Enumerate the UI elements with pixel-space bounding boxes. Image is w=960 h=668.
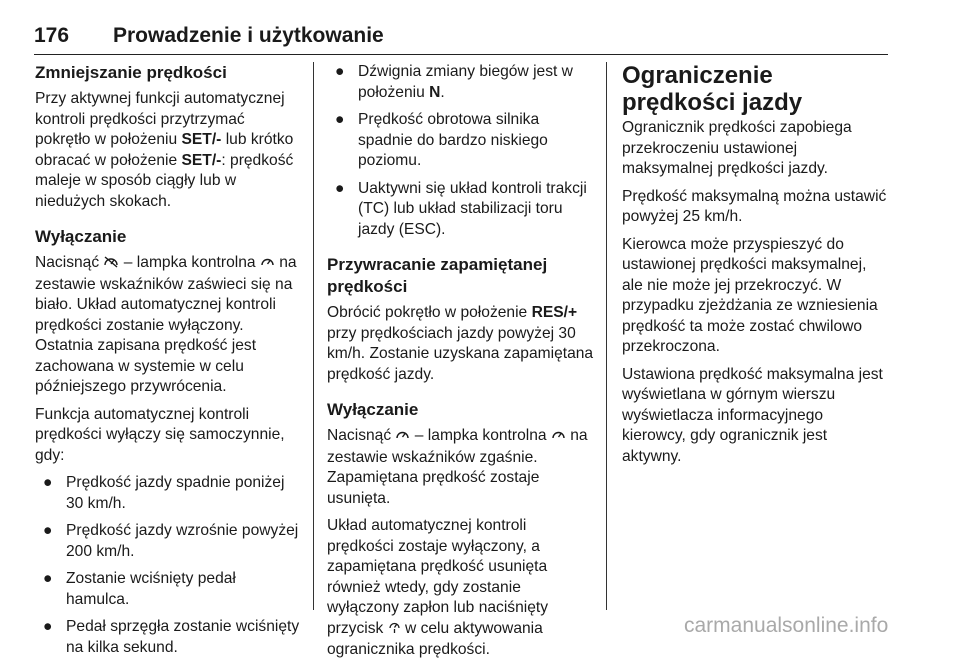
list-item — [35, 521, 300, 562]
cruise-control-off-icon — [103, 254, 119, 275]
text: – lampka kontrolna — [410, 427, 551, 444]
column-right — [622, 62, 888, 474]
bullet-icon: ● — [335, 179, 345, 197]
paragraph — [327, 303, 595, 385]
column-divider — [606, 62, 607, 610]
bullet-list — [327, 62, 595, 240]
section-heading: Przywracanie zapamiętanej prędkości — [327, 255, 548, 296]
column-middle — [327, 62, 595, 668]
control-label: SET/- — [181, 131, 222, 148]
list-item-text: Uaktywni się układ kontroli trakcji (TC) lub układ stabilizacji toru jazdy (ESC). — [358, 179, 587, 238]
list-item-text: Prędkość jazdy wzrośnie powyżej 200 km/h. — [66, 522, 299, 560]
bullet-list — [35, 473, 300, 658]
text: na zestawie wskaźników zgaśnie. Zapamiętana prędkość zostaje usunięta. — [327, 427, 588, 507]
bullet-icon: ● — [43, 618, 53, 635]
list-item-text: Prędkość jazdy spadnie poniżej 30 km/h. — [66, 474, 285, 512]
paragraph — [35, 253, 300, 398]
section-title: Ograniczenie prędkości jazdy — [622, 62, 803, 116]
text: w celu aktywowania ogranicznika prędkości. — [327, 619, 543, 658]
control-label: SET/- — [181, 151, 222, 169]
text: – lampka kontrolna — [119, 254, 260, 271]
page-header — [34, 24, 888, 55]
paragraph — [327, 516, 595, 661]
text: Nacisnąć — [327, 427, 396, 444]
list-item — [35, 473, 300, 514]
paragraph: Ogranicznik prędkości zapobiega przekroczeniu ustawionej maksymalnej prędkości jazdy. — [622, 119, 852, 177]
bullet-icon: ● — [335, 111, 345, 128]
cruise-control-lamp-icon — [395, 427, 410, 448]
text: lub krótko obracać w położenie — [35, 131, 294, 169]
list-item — [327, 110, 595, 172]
list-item — [35, 569, 300, 610]
column-divider — [313, 62, 314, 610]
text: : prędkość maleje w sposób ciągły lub w niedużych skokach. — [35, 151, 294, 210]
paragraph — [35, 89, 300, 212]
paragraph: Ustawiona prędkość maksymalna jest wyświetlana w górnym wierszu wyświetlacza informacyjnego kierowcy, gdy ogranicznik jest aktywny. — [622, 365, 883, 465]
section-heading: Wyłączanie — [35, 227, 127, 246]
list-item-text: Dźwignia zmiany biegów jest w położeniu — [358, 63, 573, 101]
text: Obrócić pokrętło w położenie — [327, 304, 532, 321]
list-item — [327, 179, 595, 241]
control-label: RES/+ — [531, 304, 578, 321]
text: przy prędkościach jazdy powyżej 30 km/h. Zostanie uzyskana zapamiętana prędkość jazdy. — [327, 324, 594, 383]
bullet-icon: ● — [43, 522, 53, 539]
speed-limiter-icon — [388, 620, 401, 641]
text: . — [440, 83, 445, 101]
page-title: Prowadzenie i użytkowanie — [113, 24, 384, 47]
paragraph: Funkcja automatycznej kontroli prędkości wyłączy się samoczynnie, gdy: — [35, 405, 285, 464]
list-item-text: Zostanie wciśnięty pedał hamulca. — [66, 570, 236, 608]
cruise-control-lamp-icon — [551, 427, 566, 448]
text: Przy aktywnej funkcji automatycznej kontroli prędkości przytrzymać pokrętło w położeniu — [35, 90, 285, 148]
paragraph: Prędkość maksymalną można ustawić powyżej 25 km/h. — [622, 187, 887, 225]
bullet-icon: ● — [43, 474, 53, 491]
text: na zestawie wskaźników zaświeci się na biało. Układ automatycznej kontroli prędkości zostanie wyłączony. Ostatnia zapisana prędkość jest zachowana w systemie w celu późniejszego przywrócenia. — [35, 254, 297, 395]
section-heading: Zmniejszanie prędkości — [35, 63, 227, 82]
list-item-text: Prędkość obrotowa silnika spadnie do bardzo niskiego poziomu. — [358, 111, 548, 169]
column-left — [35, 62, 300, 665]
page-number: 176 — [34, 24, 70, 47]
text: Układ automatycznej kontroli prędkości zostaje wyłączony, a zapamiętana prędkość usunięta również wtedy, gdy zostanie wyłączony zapłon lub naciśnięty przycisk — [327, 517, 549, 637]
paragraph: Kierowca może przyspieszyć do ustawionej prędkości maksymalnej, ale nie może jej przekroczyć. W przypadku zjeżdżania ze wzniesienia prędkość ta może zostać chwilowo przekroczona. — [622, 235, 878, 355]
list-item-text: Pedał sprzęgła zostanie wciśnięty na kilka sekund. — [66, 618, 300, 656]
list-item — [35, 617, 300, 658]
watermark: carmanualsonline.info — [684, 614, 889, 637]
section-heading: Wyłączanie — [327, 400, 419, 419]
gear-label: N — [429, 83, 441, 101]
text: Nacisnąć — [35, 254, 104, 271]
list-item — [327, 62, 595, 103]
bullet-icon: ● — [43, 570, 53, 587]
paragraph — [327, 426, 595, 509]
bullet-icon: ● — [335, 63, 345, 80]
cruise-control-lamp-icon — [260, 254, 275, 275]
